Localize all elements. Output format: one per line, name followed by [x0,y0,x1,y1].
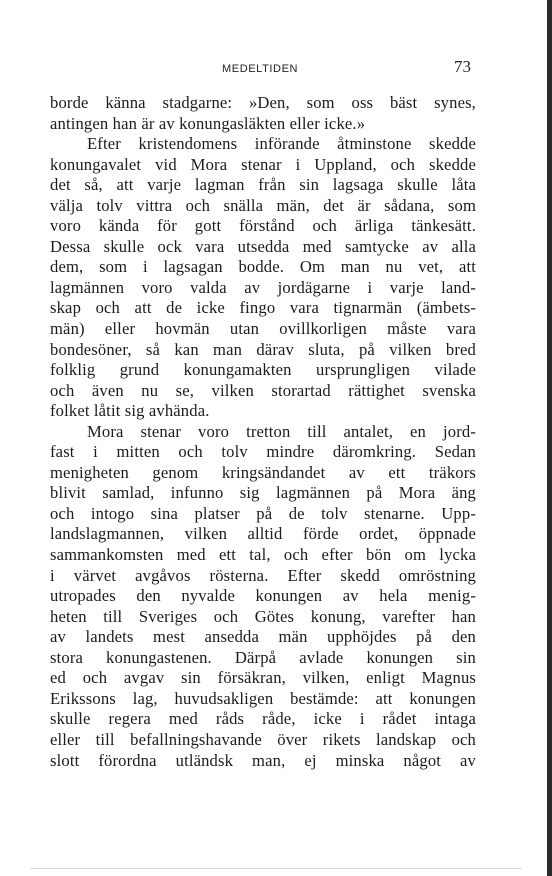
text-line: det så, att varje lagman från sin lagsaga skulle låta [50,175,476,195]
text-line: Mora stenar voro tretton till antalet, en jord- [87,421,476,441]
text-line: och intogo sina platser på de tolv stenarne. Upp- [50,503,476,523]
text-line: antingen han är av konungasläkten eller icke.» [50,113,366,133]
text-line: män) eller hovmän utan ovillkorligen måste vara [50,319,476,339]
text-line: och även nu se, vilken storartad rättighet svenska [50,380,476,400]
running-header [0,57,552,81]
text-line: eller till befallningshavande över rikets landskap och [50,729,476,749]
body-text [50,93,476,771]
text-line: utropades den nyvalde konungen av hela menig- [50,586,476,606]
text-line: ed och avgav sin försäkran, vilken, enligt Magnus [50,668,476,688]
text-line: slott förordna utländsk man, ej minska något av [50,750,476,770]
text-line: Erikssons lag, huvudsakligen bestämde: att konungen [50,688,476,708]
text-line: skap och att de icke fingo vara tignarmän (ämbets- [50,298,476,318]
text-line: välja tolv vittra och snälla män, det är sådana, som [50,195,476,215]
text-line: folket låtit sig avhända. [50,401,210,421]
page-edge-shadow [547,0,552,876]
text-line: av landets mest ansedda män upphöjdes på den [50,627,476,647]
text-line: blivit samlad, infunno sig lagmännen på Mora äng [50,483,476,503]
text-line: borde känna stadgarne: »Den, som oss bäst synes, [50,93,476,112]
text-line: heten till Sveriges och Götes konung, varefter han [50,606,476,626]
text-line: menigheten genom kringsändandet av ett träkors [50,462,476,482]
text-line: lagmännen voro valda av jordägarne i varje land- [50,277,476,297]
text-line: konungavalet vid Mora stenar i Uppland, och skedde [50,154,476,174]
text-line: Dessa skulle ock vara utsedda med samtycke av alla [50,236,476,256]
running-title: MEDELTIDEN [222,63,299,75]
text-line: skulle regera med råds råde, icke i rådet intaga [50,709,476,729]
text-line: voro kända för gott förstånd och ärliga tänkesätt. [50,216,476,236]
text-line: landslagmannen, vilken alltid förde ordet, öppnade [50,524,476,544]
text-line: sammankomsten med ett tal, och efter bön om lycka [50,545,476,565]
text-line: fast i mitten och tolv mindre däromkring. Sedan [50,442,476,462]
text-line: folklig grund konungamakten ursprungligen vilade [50,360,476,380]
page-bottom-rule [30,868,522,869]
text-line: bondesöner, så kan man därav sluta, på vilken bred [50,339,476,359]
text-line: i värvet avgåvos rösterna. Efter skedd omröstning [50,565,476,585]
text-line: stora konungastenen. Därpå avlade konungen sin [50,647,476,667]
page-number: 73 [454,57,471,76]
text-line: Efter kristendomens införande åtminstone skedde [87,134,476,154]
text-line: dem, som i lagsagan bodde. Om man nu vet, att [50,257,476,277]
